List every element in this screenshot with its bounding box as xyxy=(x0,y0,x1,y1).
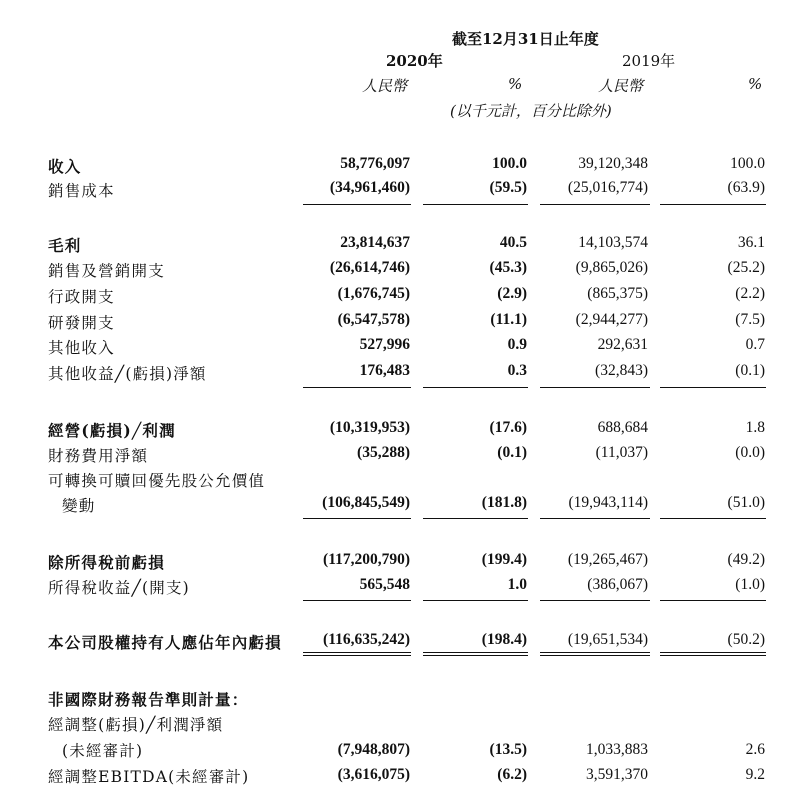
cost-2019-pct: (63.9) xyxy=(727,179,765,196)
row-label-finance: 財務費用淨額 xyxy=(48,447,149,465)
row-label-adj-ebitda: 經調整EBITDA(未經審計) xyxy=(48,768,250,786)
row-label-rnd: 研發開支 xyxy=(48,314,115,332)
cost-2020-value: (34,961,460) xyxy=(329,179,410,196)
row-label-pre-tax: 除所得稅前虧損 xyxy=(48,553,165,572)
selling-2019-pct: (25.2) xyxy=(727,259,765,276)
rule xyxy=(303,387,411,388)
rmb-2019-header: 人民幣 xyxy=(598,77,644,95)
period-header: 截至12月31日止年度 xyxy=(452,30,599,48)
admin-2019-pct: (2.2) xyxy=(735,285,765,302)
year-2019-header: 2019年 xyxy=(622,52,676,70)
double-rule xyxy=(423,652,528,656)
row-label-revenue: 收入 xyxy=(48,157,82,176)
gross-2019-pct: 36.1 xyxy=(737,234,765,251)
rule xyxy=(303,204,411,205)
other-gains-2019-value: (32,843) xyxy=(595,362,648,379)
adj-ebitda-2019-pct: 9.2 xyxy=(745,766,765,783)
row-label-adj-net-line2: (未經審計) xyxy=(62,742,144,760)
adj-ebitda-2019-value: 3,591,370 xyxy=(586,766,648,783)
net-loss-2020-pct: (198.4) xyxy=(481,631,527,648)
admin-2020-value: (1,676,745) xyxy=(337,285,410,302)
other-gains-2020-pct: 0.3 xyxy=(507,362,527,379)
revenue-2020-pct: 100.0 xyxy=(492,155,527,172)
pre-tax-2019-value: (19,265,467) xyxy=(567,551,648,568)
adj-net-2019-value: 1,033,883 xyxy=(586,741,648,758)
rule xyxy=(540,600,650,601)
non-ifrs-title: 非國際財務報告準則計量： xyxy=(48,690,249,709)
row-label-tax: 所得稅收益╱(開支) xyxy=(48,579,190,597)
selling-2019-value: (9,865,026) xyxy=(575,259,648,276)
operating-2019-value: 688,684 xyxy=(597,419,648,436)
cost-2019-value: (25,016,774) xyxy=(567,179,648,196)
adj-net-2019-pct: 2.6 xyxy=(745,741,765,758)
row-label-gross-profit: 毛利 xyxy=(48,236,82,255)
row-label-operating: 經營(虧損)╱利潤 xyxy=(48,421,176,440)
rule xyxy=(423,204,528,205)
tax-2020-pct: 1.0 xyxy=(507,576,527,593)
operating-2020-value: (10,319,953) xyxy=(329,419,410,436)
unit-note: (以千元計，百分比除外) xyxy=(450,102,612,120)
net-loss-2019-pct: (50.2) xyxy=(727,631,765,648)
tax-2019-value: (386,067) xyxy=(587,576,648,593)
other-income-2020-pct: 0.9 xyxy=(507,336,527,353)
rule xyxy=(423,600,528,601)
finance-2019-value: (11,037) xyxy=(595,444,648,461)
fv-2019-value: (19,943,114) xyxy=(568,494,648,511)
rule xyxy=(423,387,528,388)
operating-2020-pct: (17.6) xyxy=(489,419,527,436)
pct-2019-header: % xyxy=(748,75,763,93)
rnd-2020-pct: (11.1) xyxy=(490,311,527,328)
rule xyxy=(660,600,766,601)
row-label-admin: 行政開支 xyxy=(48,288,115,306)
row-label-other-gains: 其他收益╱(虧損)淨額 xyxy=(48,365,207,383)
year-2020-header: 2020年 xyxy=(386,52,443,70)
operating-2019-pct: 1.8 xyxy=(745,419,765,436)
tax-2020-value: 565,548 xyxy=(359,576,410,593)
rule xyxy=(660,204,766,205)
row-label-selling: 銷售及營銷開支 xyxy=(48,262,165,280)
rule xyxy=(303,600,411,601)
rnd-2019-value: (2,944,277) xyxy=(575,311,648,328)
net-loss-2019-value: (19,651,534) xyxy=(567,631,648,648)
net-loss-2020-value: (116,635,242) xyxy=(323,631,410,648)
admin-2020-pct: (2.9) xyxy=(497,285,527,302)
row-label-fv-change-line1: 可轉換可贖回優先股公允價值 xyxy=(48,472,266,490)
rule xyxy=(540,204,650,205)
fv-2020-pct: (181.8) xyxy=(481,494,527,511)
finance-2019-pct: (0.0) xyxy=(735,444,765,461)
rule xyxy=(540,387,650,388)
fv-2019-pct: (51.0) xyxy=(727,494,765,511)
rule xyxy=(660,387,766,388)
other-income-2019-pct: 0.7 xyxy=(745,336,765,353)
rule xyxy=(423,518,528,519)
double-rule xyxy=(660,652,766,656)
finance-2020-pct: (0.1) xyxy=(497,444,527,461)
other-income-2020-value: 527,996 xyxy=(359,336,410,353)
pct-2020-header: % xyxy=(508,75,523,93)
other-income-2019-value: 292,631 xyxy=(597,336,648,353)
finance-2020-value: (35,288) xyxy=(357,444,410,461)
row-label-cost-of-sales: 銷售成本 xyxy=(48,182,115,200)
revenue-2019-value: 39,120,348 xyxy=(578,155,648,172)
selling-2020-value: (26,614,746) xyxy=(329,259,410,276)
revenue-2019-pct: 100.0 xyxy=(730,155,765,172)
pre-tax-2020-pct: (199.4) xyxy=(481,551,527,568)
double-rule xyxy=(303,652,411,656)
cost-2020-pct: (59.5) xyxy=(489,179,527,196)
gross-2020-pct: 40.5 xyxy=(499,234,527,251)
row-label-fv-change-line2: 變動 xyxy=(62,497,96,515)
pre-tax-2020-value: (117,200,790) xyxy=(323,551,410,568)
fv-2020-value: (106,845,549) xyxy=(322,494,410,511)
adj-net-2020-value: (7,948,807) xyxy=(337,741,410,758)
pre-tax-2019-pct: (49.2) xyxy=(727,551,765,568)
adj-ebitda-2020-pct: (6.2) xyxy=(497,766,527,783)
row-label-adj-net-line1: 經調整(虧損)╱利潤淨額 xyxy=(48,716,224,734)
other-gains-2019-pct: (0.1) xyxy=(735,362,765,379)
adj-net-2020-pct: (13.5) xyxy=(489,741,527,758)
admin-2019-value: (865,375) xyxy=(587,285,648,302)
rule xyxy=(660,518,766,519)
gross-2020-value: 23,814,637 xyxy=(340,234,410,251)
rnd-2019-pct: (7.5) xyxy=(735,311,765,328)
revenue-2020-value: 58,776,097 xyxy=(340,155,410,172)
double-rule xyxy=(540,652,650,656)
tax-2019-pct: (1.0) xyxy=(735,576,765,593)
row-label-net-loss: 本公司股權持有人應佔年內虧損 xyxy=(48,633,282,652)
adj-ebitda-2020-value: (3,616,075) xyxy=(337,766,410,783)
rule xyxy=(540,518,650,519)
rule xyxy=(303,518,411,519)
rnd-2020-value: (6,547,578) xyxy=(337,311,410,328)
rmb-2020-header: 人民幣 xyxy=(362,77,408,95)
gross-2019-value: 14,103,574 xyxy=(578,234,648,251)
row-label-other-income: 其他收入 xyxy=(48,339,115,357)
other-gains-2020-value: 176,483 xyxy=(359,362,410,379)
selling-2020-pct: (45.3) xyxy=(489,259,527,276)
